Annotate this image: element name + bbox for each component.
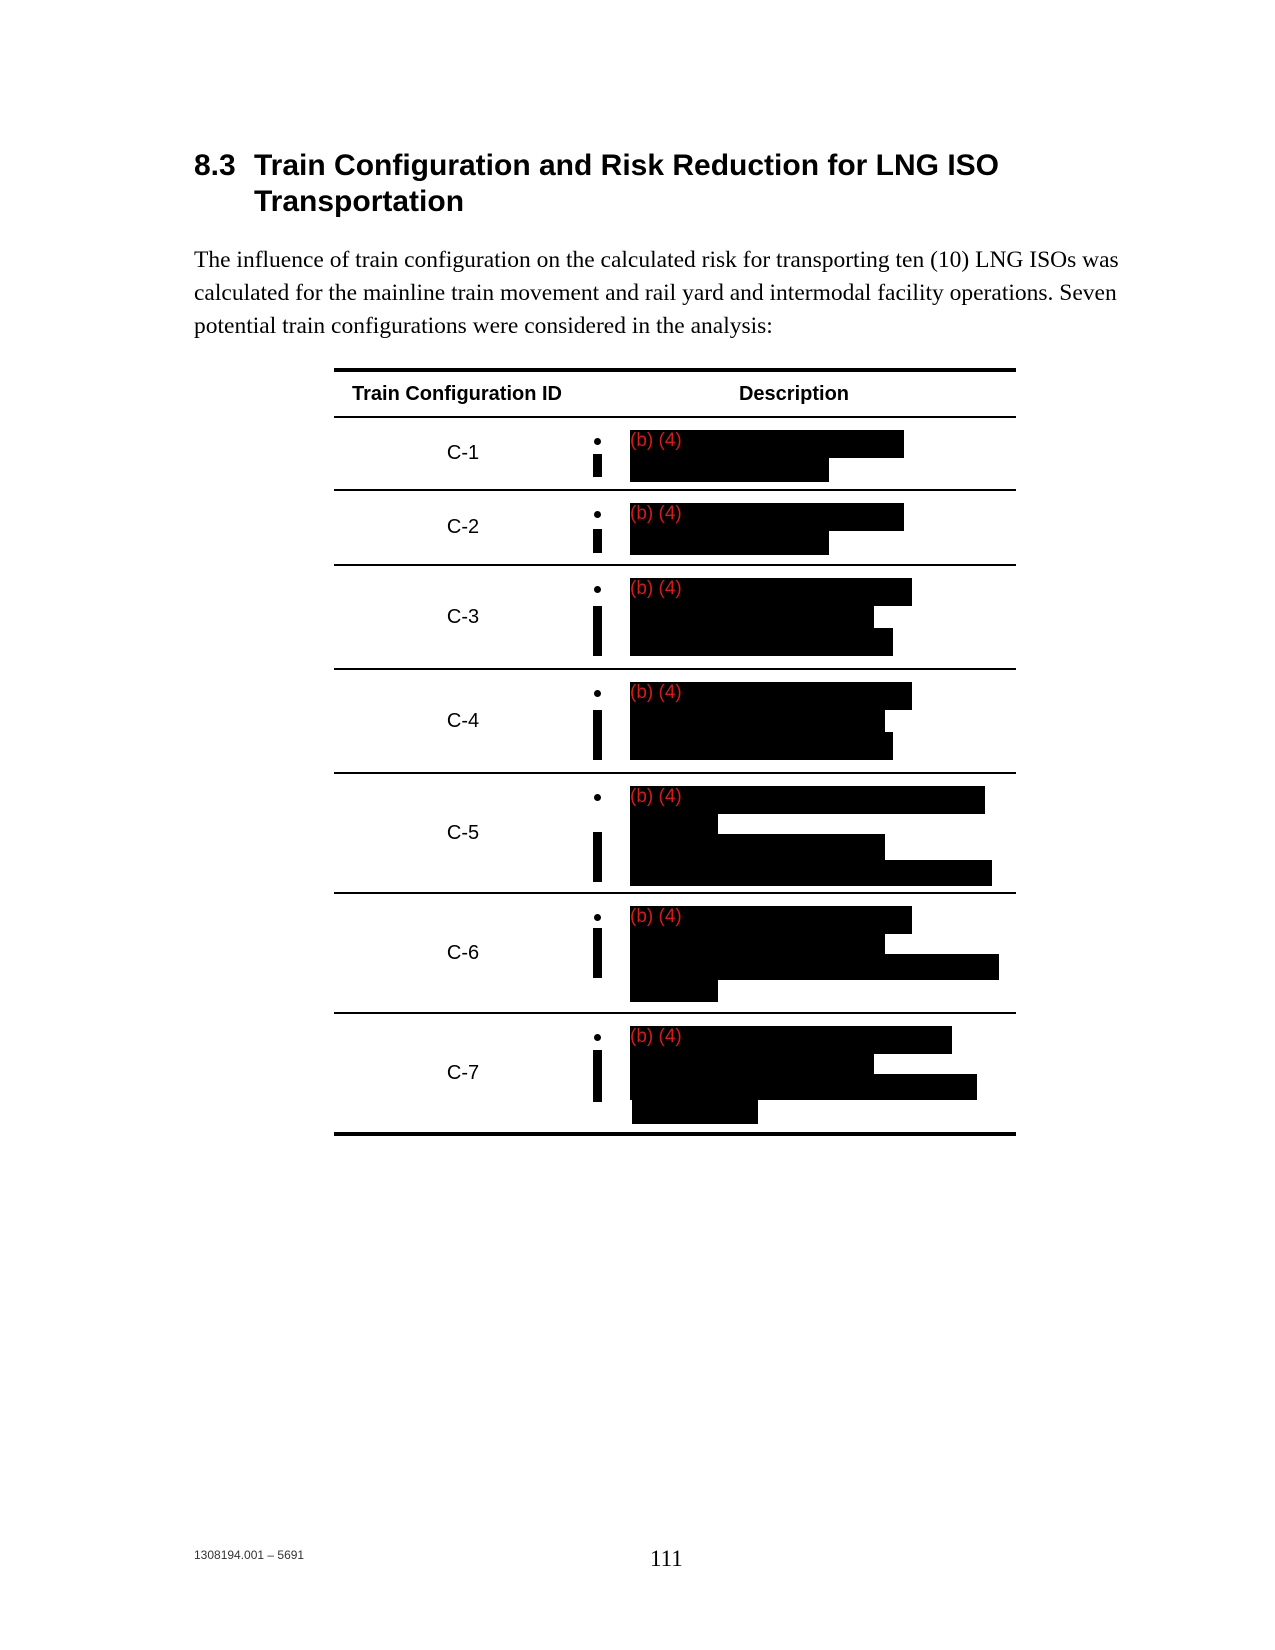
section-number: 8.3: [194, 149, 236, 182]
config-id: C-4: [446, 709, 480, 732]
redaction-label: (b) (4): [630, 1026, 682, 1047]
bullet-bar-icon: [593, 454, 602, 477]
config-id: C-6: [446, 941, 480, 964]
config-id: C-7: [446, 1061, 480, 1084]
table-row: [334, 418, 1016, 491]
table-row: [334, 774, 1016, 894]
bullet-icon: [594, 794, 601, 801]
bullet-icon: [594, 586, 601, 593]
bullet-bar-icon: [593, 928, 602, 978]
config-id: C-2: [446, 516, 480, 538]
redaction-label: (b) (4): [630, 906, 682, 927]
table-row: [334, 894, 1016, 1014]
bullet-bar-icon: [593, 606, 602, 656]
redaction-label: (b) (4): [630, 430, 682, 451]
bullet-bar-icon: [593, 1050, 602, 1102]
bullet-bar-icon: [593, 832, 602, 882]
intro-paragraph: The influence of train configuration on the calculated risk for transporting ten (10) LNG ISOs was calculated for the mainline train movement and rail yard and intermodal facility operations. Seven potential train configurations were considered in the analysis:: [194, 247, 1119, 339]
table-header: [334, 372, 1016, 418]
config-id: C-5: [446, 821, 480, 844]
page-number: 111: [650, 1546, 683, 1571]
header-config-id: Train Configuration ID: [352, 382, 562, 405]
bullet-icon: [594, 914, 601, 921]
section-heading: [194, 148, 1074, 220]
table-row: [334, 670, 1016, 774]
bullet-icon: [594, 511, 601, 518]
document-id: 1308194.001 – 5691: [194, 1548, 305, 1562]
bullet-icon: [594, 438, 601, 445]
bullet-bar-icon: [593, 529, 602, 553]
config-id: C-1: [446, 442, 480, 464]
section-title: Train Configuration and Risk Reduction for LNG ISO Transportation: [254, 149, 1000, 218]
bullet-icon: [594, 1034, 601, 1041]
table-row: [334, 491, 1016, 566]
header-description: Description: [738, 382, 850, 405]
redaction-label: (b) (4): [630, 786, 682, 807]
redaction-label: (b) (4): [630, 682, 682, 703]
table-row: [334, 566, 1016, 670]
redaction-label: (b) (4): [630, 578, 682, 599]
train-configuration-table: [334, 368, 1016, 1136]
bullet-icon: [594, 690, 601, 697]
bullet-bar-icon: [593, 710, 602, 760]
table-row: [334, 1014, 1016, 1132]
config-id: C-3: [446, 605, 480, 628]
redaction-label: (b) (4): [630, 503, 682, 524]
